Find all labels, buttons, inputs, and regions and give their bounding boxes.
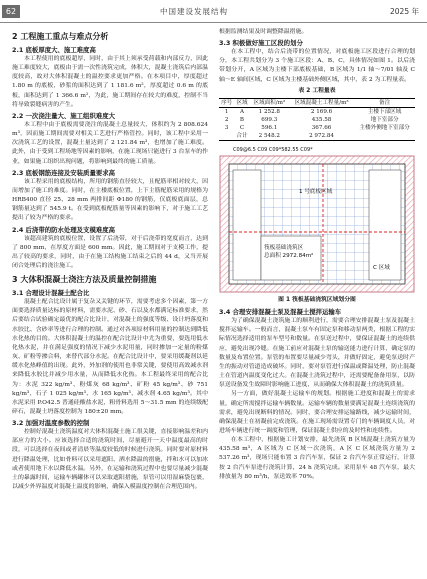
left-area [233,170,261,280]
table-cell: 1 [224,108,229,115]
table-caption: 表 2 工程量表 [298,87,336,94]
section-2-1-text: 本工程使用的底板超厚，同时，由于其上须承受荷载和内部反力，因此施工难度较大，底板由于需一次性浇筑完成，体积大，混凝土浇筑后内部温度较高，故对大体积混凝土的温控要求更加严格。在本项目中，厚度超过 1.80 m 的底板，砂浆的面积达到了 1 181.6 m²，厚度超过 0.6 m 的底板，面积达到了 1 366.6 m²，为此，施工期间存在较大的难度，控制不当将导致裂缝病害的产生。 [12,56,208,108]
table-header-row [219,98,415,107]
table-cell: 2 972.84 [309,132,334,139]
table-cell: C [239,124,245,131]
table-cell: 2 169.6 [310,108,333,115]
table-row [219,116,415,124]
section-3-4-title: 3.4 合理安排混凝土泵及混凝土搅拌运输车 [219,308,342,317]
table-cell [354,132,415,141]
table-cell: 地下室部分 [370,116,399,123]
page-number: 62 [2,5,20,18]
table-cell: A [239,108,245,115]
table-cell: 2 [224,116,229,123]
region-label: 1 号底板区域 [299,188,333,195]
section-2-3-text: 该工程采用的底板结构，所用的钢筋直径较大，且配筋率相对较大，因而增加了施工的难度。同时，在主楼底板位置，上下主筋配筋采用的规格为 HRB400 直径 25、28 mm 两排间距 Φ180 的钢筋，仅底板底面层，总钢筋量达到了 545.9 t。在受到底板配筋量等因素的影响下，对于施工工艺提出了较为严格的要求。 [12,178,208,222]
right-column [219,28,415,482]
table-cell [219,132,234,141]
table-cell: 1 252.8 [258,108,280,115]
section-3-2-text: 控制好混凝土浇筑温度对大体积混凝土施工很关键，直接影响温差和内部应力的大小。应该选择合适的浇筑时间，尽量避开一天中温度最高的时段，可以选择在夜间或者清晨等温度较低的时候进行浇筑。同时要对原材料进行降温处理，比如骨料可以采用遮阳、洒水降温的措施，拌和水可以加冰或者使用地下水以降低水温。另外，在运输和浇筑过程中也要尽量减少混凝土的暴露时间，运输车辆罐体可以采取遮阳措施，泵管可以用湿麻袋包裹，以减少外界温度对混凝土温度的影响，确保入模温度控制在合理范围内。 [12,429,208,491]
area-label-2: 总面积 2972.84m² [264,252,314,259]
section-3-2-title: 3.2 加强对温度参数的控制 [12,419,90,428]
section-3-3-text: 在本工程中，结合后浇带的位置情况，对底板施工区段进行合理的划分，本工程共划分为 3 个施工区段：A、B、C，具体情况如图 1。以后浇带划分开，A 区域为主楼下部底板基础，B 区域为 1/1 轴～7/01 轴及 C 轴～E 轴间区域，C 区域为主楼基础外侧区域，其中，表 2 为工程量表。 [219,49,415,83]
table-cell: 3 [224,124,229,131]
section-3-3-title: 3.3 积极做好施工区段的划分 [219,39,303,48]
table-row [219,124,415,132]
table-cell: 2 548.2 [258,132,280,139]
area-label-1: 筏板基础浇筑区 [264,244,304,251]
table-row [219,132,415,141]
page-header [0,0,427,22]
section-2-title: 2 工程施工重点与难点分析 [12,32,109,41]
table-cell: 435.58 [311,116,332,123]
section-3-1-title: 3.1 合理设计混凝土配合比 [12,289,90,298]
section-2-1-title: 2.1 底板厚度大、施工难度高 [12,46,96,54]
table-header-cell: 区域面积/m² [253,99,286,106]
table-header-cell: 区域 [236,99,248,106]
table-cell: 合计 [236,132,248,139]
section-2-2-title: 2.2 一次浇注量大、施工组织难度大 [12,111,116,120]
header-rule [0,22,427,23]
section-3-4-text-2: 另一方面，做好混凝土运输车的规划。根据施工进度和混凝土的需求量，确定所需搅拌运输车辆数量。运输车辆的数量要满足混凝土连续浇筑的需求，避免出现断料的情况。同时，要合理安排运输路线，减少运输时间，确保混凝土在初凝前完成浇筑。在施工现场需设置专门的车辆调度人员，对进场车辆进行统一调度和管理，保证混凝土供应的及时性和连续性。 [219,391,415,434]
section-3-4-text-1: 为了确保混凝土浇筑施工的顺利进行，需要合理安排混凝土泵及混凝土搅拌运输车。一般而言，混凝土泵车有固定泵和移动泵两类，根据工程的实际情况选择适用的泵车型号和数量。在泵送过程中，要保证混凝土的连续供应，避免出现冷缝。在施工前应对混凝土泵的输送能力进行计算，确定泵的数量及布置位置。泵管的布置要尽量减少弯头，并做好固定，避免泵送时产生的振动对管道造成破坏。同时，要对泵管进行保温或降温处理，防止混凝土在管道内温度变化过大。在混凝土浇筑过程中，还需要配备备用泵，以防泵送设备发生故障时影响施工进度，从而确保大体积混凝土的浇筑质量。 [219,318,415,389]
table-cell: 主楼外侧地下室部分 [359,124,410,131]
left-column [12,28,208,492]
side-region-label: C 区域 [373,264,390,271]
table-header-cell: 备注 [378,99,391,106]
section-3-1-text: 混凝土配合比设计属于复杂又关键的环节，需要考虑多个因素，第一方面要选择质量达标的原材料，需要水泥、砂、石以及水都满足标准要求，然后要结合试验确定最优的配合比设计，对混凝土的强度等级、设计坍落度和水胶比、含砂率等进行合理的控制。通过对各项原材料用量的控制达到降低水化热的目的。大体积混凝土的温控在配合比设计中尤为重要，要选用低水化热水泥，并在满足强度的情况下减少水泥用量，同时掺加一定量的粉煤灰、矿粉等掺合料，来替代部分水泥。在配合比设计中，要采用缓凝剂以延缓水化热峰值的出现。此外，外加剂的使用也非常关键，要使用高效减水剂来降低水胶比并减少用水量，从而降低水化热。本工程最终采用的配合比为：水泥 322 kg/m³、粉煤灰 68 kg/m³、矿粉 45 kg/m³、砂 751 kg/m³、石子 1 025 kg/m³、水 165 kg/m³、减水剂 4.65 kg/m³。其中水泥采用 P.O42.5 普通硅酸盐水泥，粗骨料选用 5～31.5 mm 的连续级配碎石，混凝土坍落度控制为 180±20 mm。 [12,299,208,415]
table-cell: 596.1 [261,124,278,131]
table-cell: B [239,116,245,123]
zoning-figure [219,144,415,294]
section-2-4-title: 2.4 后浇带的防水处理及支模难度高 [12,225,116,234]
section-2-3-title: 2.3 底板钢筋连接及安装质量要求高 [12,168,116,177]
section-3-4-text-3: 在本工程中，根据施工计划安排，最先浇筑 B 区域混凝土浇筑方量为 435.58 m³，A 区域为 C 区域一次浇筑，A 区 C 区域浇筑方量为 2 537.26 m³，现场只能布置 3 台汽车泵，保证 2 台汽车泵正常运行，计算按 2 台汽车泵进行浇筑计算，24 h 浇筑完成。采用泵车 48 汽车泵，最大排放量为 80 m³/h，泵送效率 70%。 [219,437,415,480]
figure-caption: 图 1 筏板基础浇筑区域划分图 [278,296,356,303]
table-cell: 主楼下部区域 [367,108,402,115]
table-row [219,107,415,116]
top-dimension-label: C09@6.5 C09 C09*582.55 C09* [233,146,313,153]
table-cell: 367.66 [311,124,332,131]
table-header-cell: 序号 [221,99,233,106]
quantity-table [219,98,415,141]
table-cell: 699.3 [261,116,278,123]
table-header-cell: 区域混凝土工程量/m³ [294,99,349,106]
section-3-title: 3 大体积混凝土浇注方法及质量控制措施 [12,275,157,285]
journal-name: 中国建设发展结构 [160,7,228,16]
section-2-2-text: 本工程中由于底板需要浇注的混凝土总量较大，体积约为 2 808.624 m³，因而施工期间需要对相关工艺进行严格管控。同时，该工程中采用一次浇筑工艺的设置，混凝土量达到了 2 121.84 m³，也增加了施工难度。此外，由于受到工程场地等因素的影响，在施工现场只能进行 3 台泵车的作业，如果施工组织出现问题，将影响到最终的施工质量。 [12,121,208,165]
intro-text: 根据监测结果及时调整降温措施。 [219,29,308,35]
section-2-4-text: 该超高建筑的底板位置，设置了后浇带，对于后浇带的宽度而言，达到了 800 mm，在厚度方面是 600 mm。因此，施工期间对于支模工作，提出了较高的要求，同时，由于在施工结构施工结束之后的 44 d，又当开展闭合处理后的浇注施工。 [12,235,208,269]
publication-year: 2025 年 [390,7,419,16]
